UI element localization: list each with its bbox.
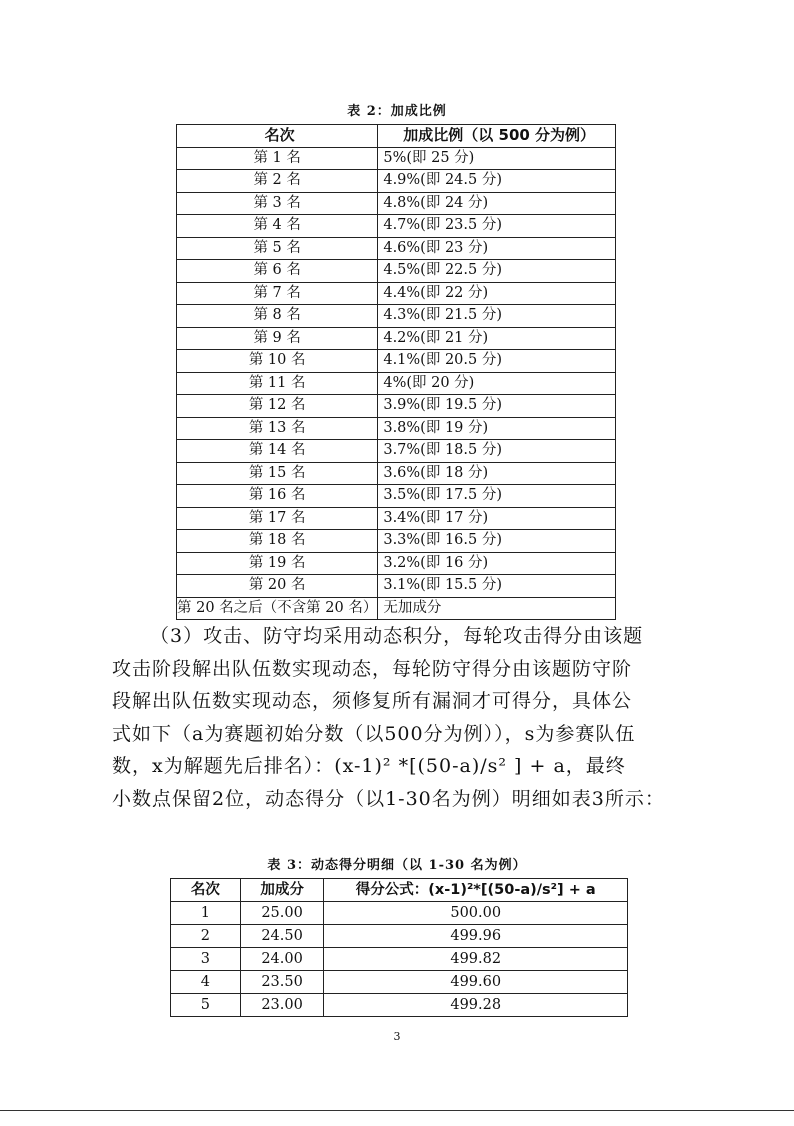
- table-cell: 2: [171, 925, 241, 948]
- table-header-row: [177, 125, 616, 148]
- table-cell: 4.3%(即 21.5 分): [378, 305, 616, 328]
- table-row: [177, 305, 616, 328]
- table2-caption: 表 2：加成比例: [347, 104, 447, 119]
- table-cell: 第 7 名: [177, 282, 378, 305]
- table-cell: 499.60: [324, 971, 628, 994]
- table-row: [171, 948, 628, 971]
- table-row: [177, 147, 616, 170]
- table-cell: 第 9 名: [177, 327, 378, 350]
- table-cell: 499.28: [324, 994, 628, 1017]
- table-cell: 4.1%(即 20.5 分): [378, 350, 616, 373]
- table-cell: 第 15 名: [177, 462, 378, 485]
- table-row: [177, 395, 616, 418]
- column-header-bonus: 加成分: [240, 879, 324, 902]
- table-cell: 24.00: [240, 948, 324, 971]
- column-header-rank: 名次: [177, 125, 378, 148]
- table-cell: 第 8 名: [177, 305, 378, 328]
- table-cell: 第 12 名: [177, 395, 378, 418]
- table-cell: 3.2%(即 16 分): [378, 552, 616, 575]
- table-row: [171, 971, 628, 994]
- table-row: [177, 575, 616, 598]
- paragraph-line: 小数点保留2位，动态得分（以1-30名为例）明细如表3所示：: [112, 787, 665, 810]
- paragraph-line: 数，x为解题先后排名）：(x-1)² *[(50-a)/s² ] + a，最终: [112, 755, 626, 777]
- table-cell: 3.1%(即 15.5 分): [378, 575, 616, 598]
- table-row: [177, 597, 616, 620]
- paragraph-line: 式如下（a为赛题初始分数（以500分为例）），s为参赛队伍: [112, 722, 636, 745]
- table-row: [177, 485, 616, 508]
- table-cell: 4.7%(即 23.5 分): [378, 215, 616, 238]
- paragraph-line: 攻击阶段解出队伍数实现动态，每轮防守得分由该题防守阶: [112, 657, 633, 680]
- table-cell: 第 4 名: [177, 215, 378, 238]
- table-cell: 5%(即 25 分): [378, 147, 616, 170]
- column-header-ratio: 加成比例（以 500 分为例）: [378, 125, 616, 148]
- table-row: [177, 260, 616, 283]
- dynamic-score-table: [170, 878, 628, 1017]
- table-cell: 3: [171, 948, 241, 971]
- table-cell: 第 16 名: [177, 485, 378, 508]
- table-row: [177, 462, 616, 485]
- table-row: [177, 327, 616, 350]
- table-cell: 23.00: [240, 994, 324, 1017]
- table-row: [171, 994, 628, 1017]
- column-header-formula: 得分公式：(x-1)²*[(50-a)/s²] + a: [324, 879, 628, 902]
- paragraph-line: （3）攻击、防守均采用动态积分，每轮攻击得分由该题: [150, 625, 644, 647]
- paragraph-line: 段解出队伍数实现动态，须修复所有漏洞才可得分，具体公: [112, 690, 633, 712]
- table-row: [177, 350, 616, 373]
- table-cell: 第 2 名: [177, 170, 378, 193]
- table-cell: 1: [171, 902, 241, 925]
- table-cell: 第 5 名: [177, 237, 378, 260]
- table-row: [177, 372, 616, 395]
- bonus-ratio-table: [176, 124, 616, 620]
- table-row: [171, 902, 628, 925]
- table-cell: 24.50: [240, 925, 324, 948]
- table-row: [171, 925, 628, 948]
- footer-rule: [0, 1110, 794, 1111]
- column-header-rank: 名次: [171, 879, 241, 902]
- table-cell: 4.8%(即 24 分): [378, 192, 616, 215]
- table-cell: 500.00: [324, 902, 628, 925]
- table-cell: 499.82: [324, 948, 628, 971]
- table-cell: 499.96: [324, 925, 628, 948]
- table-cell: 3.3%(即 16.5 分): [378, 530, 616, 553]
- table-cell: 25.00: [240, 902, 324, 925]
- table-cell: 无加成分: [378, 597, 616, 620]
- table-cell: 3.4%(即 17 分): [378, 507, 616, 530]
- table-cell: 23.50: [240, 971, 324, 994]
- table-cell: 第 11 名: [177, 372, 378, 395]
- table-row: [177, 507, 616, 530]
- table-cell: 第 14 名: [177, 440, 378, 463]
- table-cell: 4.2%(即 21 分): [378, 327, 616, 350]
- table-cell: 第 10 名: [177, 350, 378, 373]
- table-cell: 第 3 名: [177, 192, 378, 215]
- table-row: [177, 215, 616, 238]
- table-cell: 4.9%(即 24.5 分): [378, 170, 616, 193]
- table-row: [177, 170, 616, 193]
- table-row: [177, 192, 616, 215]
- table-row: [177, 237, 616, 260]
- table-row: [177, 530, 616, 553]
- table-cell: 4: [171, 971, 241, 994]
- table-cell: 5: [171, 994, 241, 1017]
- table-cell: 4.4%(即 22 分): [378, 282, 616, 305]
- page-number: 3: [393, 1030, 401, 1043]
- table-cell: 3.7%(即 18.5 分): [378, 440, 616, 463]
- table-cell: 第 18 名: [177, 530, 378, 553]
- table-row: [177, 552, 616, 575]
- table-cell: 4%(即 20 分): [378, 372, 616, 395]
- table-cell: 第 6 名: [177, 260, 378, 283]
- table-cell: 4.6%(即 23 分): [378, 237, 616, 260]
- table-row: [177, 440, 616, 463]
- table-row: [177, 417, 616, 440]
- table-cell: 第 13 名: [177, 417, 378, 440]
- table-cell: 第 17 名: [177, 507, 378, 530]
- table-cell: 第 20 名: [177, 575, 378, 598]
- table-cell: 3.6%(即 18 分): [378, 462, 616, 485]
- table-cell: 第 20 名之后（不含第 20 名）: [177, 597, 378, 620]
- table-cell: 3.9%(即 19.5 分): [378, 395, 616, 418]
- table3-caption: 表 3：动态得分明细（以 1-30 名为例）: [267, 858, 527, 873]
- table-cell: 3.5%(即 17.5 分): [378, 485, 616, 508]
- table-cell: 3.8%(即 19 分): [378, 417, 616, 440]
- scoring-paragraph: [112, 620, 692, 815]
- table-header-row: [171, 879, 628, 902]
- table-cell: 第 1 名: [177, 147, 378, 170]
- table-cell: 4.5%(即 22.5 分): [378, 260, 616, 283]
- table-cell: 第 19 名: [177, 552, 378, 575]
- table-row: [177, 282, 616, 305]
